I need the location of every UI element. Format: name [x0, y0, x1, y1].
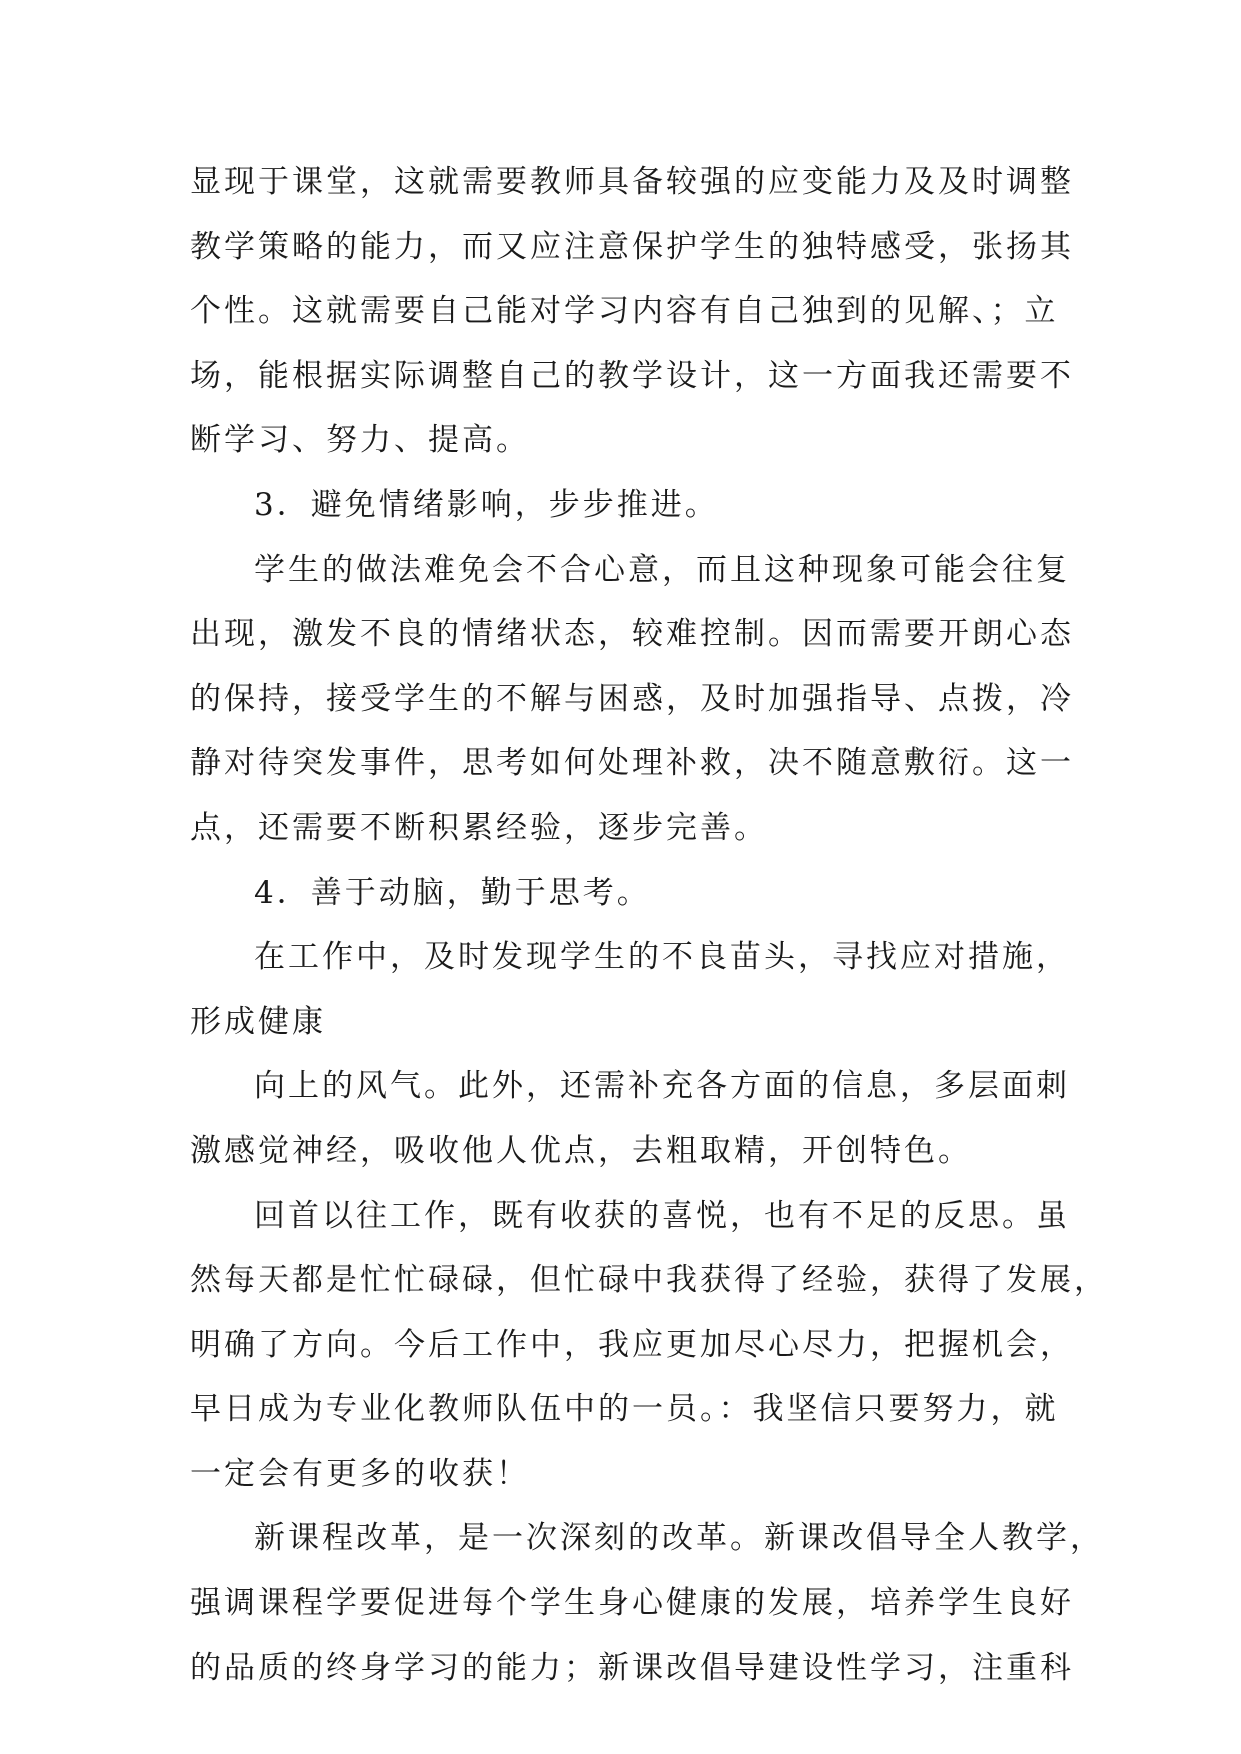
- text-line: 的保持，接受学生的不解与困惑，及时加强指导、点拨，冷: [190, 680, 1074, 717]
- text-line: 的品质的终身学习的能力；新课改倡导建设性学习，注重科: [190, 1649, 1074, 1686]
- text-line: 在工作中，及时发现学生的不良苗头，寻找应对措施，: [254, 939, 1070, 976]
- text-line: 个性。这就需要自己能对学习内容有自己独到的见解、；立: [190, 293, 1059, 330]
- text-line: 明确了方向。今后工作中，我应更加尽心尽力，把握机会，: [190, 1326, 1074, 1363]
- text-line: 点，还需要不断积累经验，逐步完善。: [190, 809, 768, 846]
- text-line: 显现于课堂，这就需要教师具备较强的应变能力及及时调整: [190, 164, 1074, 200]
- text-line: 断学习、努力、提高。: [190, 422, 530, 459]
- text-line: 出现，激发不良的情绪状态，较难控制。因而需要开朗心态: [190, 616, 1074, 653]
- document-body: [190, 150, 1108, 1700]
- text-line: 静对待突发事件，思考如何处理补救，决不随意敷衍。这一: [190, 745, 1074, 782]
- text-line: 新课程改革，是一次深刻的改革。新课改倡导全人教学，: [254, 1520, 1104, 1557]
- text-line: 向上的风气。此外，还需补充各方面的信息，多层面刺: [254, 1068, 1070, 1105]
- text-line: 教学策略的能力，而又应注意保护学生的独特感受，张扬其: [190, 228, 1074, 265]
- text-line: 场，能根据实际调整自己的教学设计，这一方面我还需要不: [190, 357, 1074, 394]
- text-line: 回首以往工作，既有收获的喜悦，也有不足的反思。虽: [254, 1197, 1070, 1234]
- text-line: 激感觉神经，吸收他人优点，去粗取精，开创特色。: [190, 1132, 972, 1169]
- text-line: 学生的做法难免会不合心意，而且这种现象可能会往复: [254, 551, 1070, 588]
- text-line: 一定会有更多的收获！: [190, 1455, 530, 1492]
- text-line: 早日成为专业化教师队伍中的一员。：我坚信只要努力，就: [190, 1391, 1059, 1428]
- text-line: 强调课程学要促进每个学生身心健康的发展，培养学生良好: [190, 1585, 1074, 1622]
- section-heading-3: 3．避免情绪影响，步步推进。: [254, 486, 719, 523]
- text-line: 然每天都是忙忙碌碌，但忙碌中我获得了经验，获得了发展，: [190, 1262, 1108, 1299]
- section-heading-4: 4．善于动脑，勤于思考。: [254, 874, 651, 911]
- text-line: 形成健康: [190, 1003, 326, 1040]
